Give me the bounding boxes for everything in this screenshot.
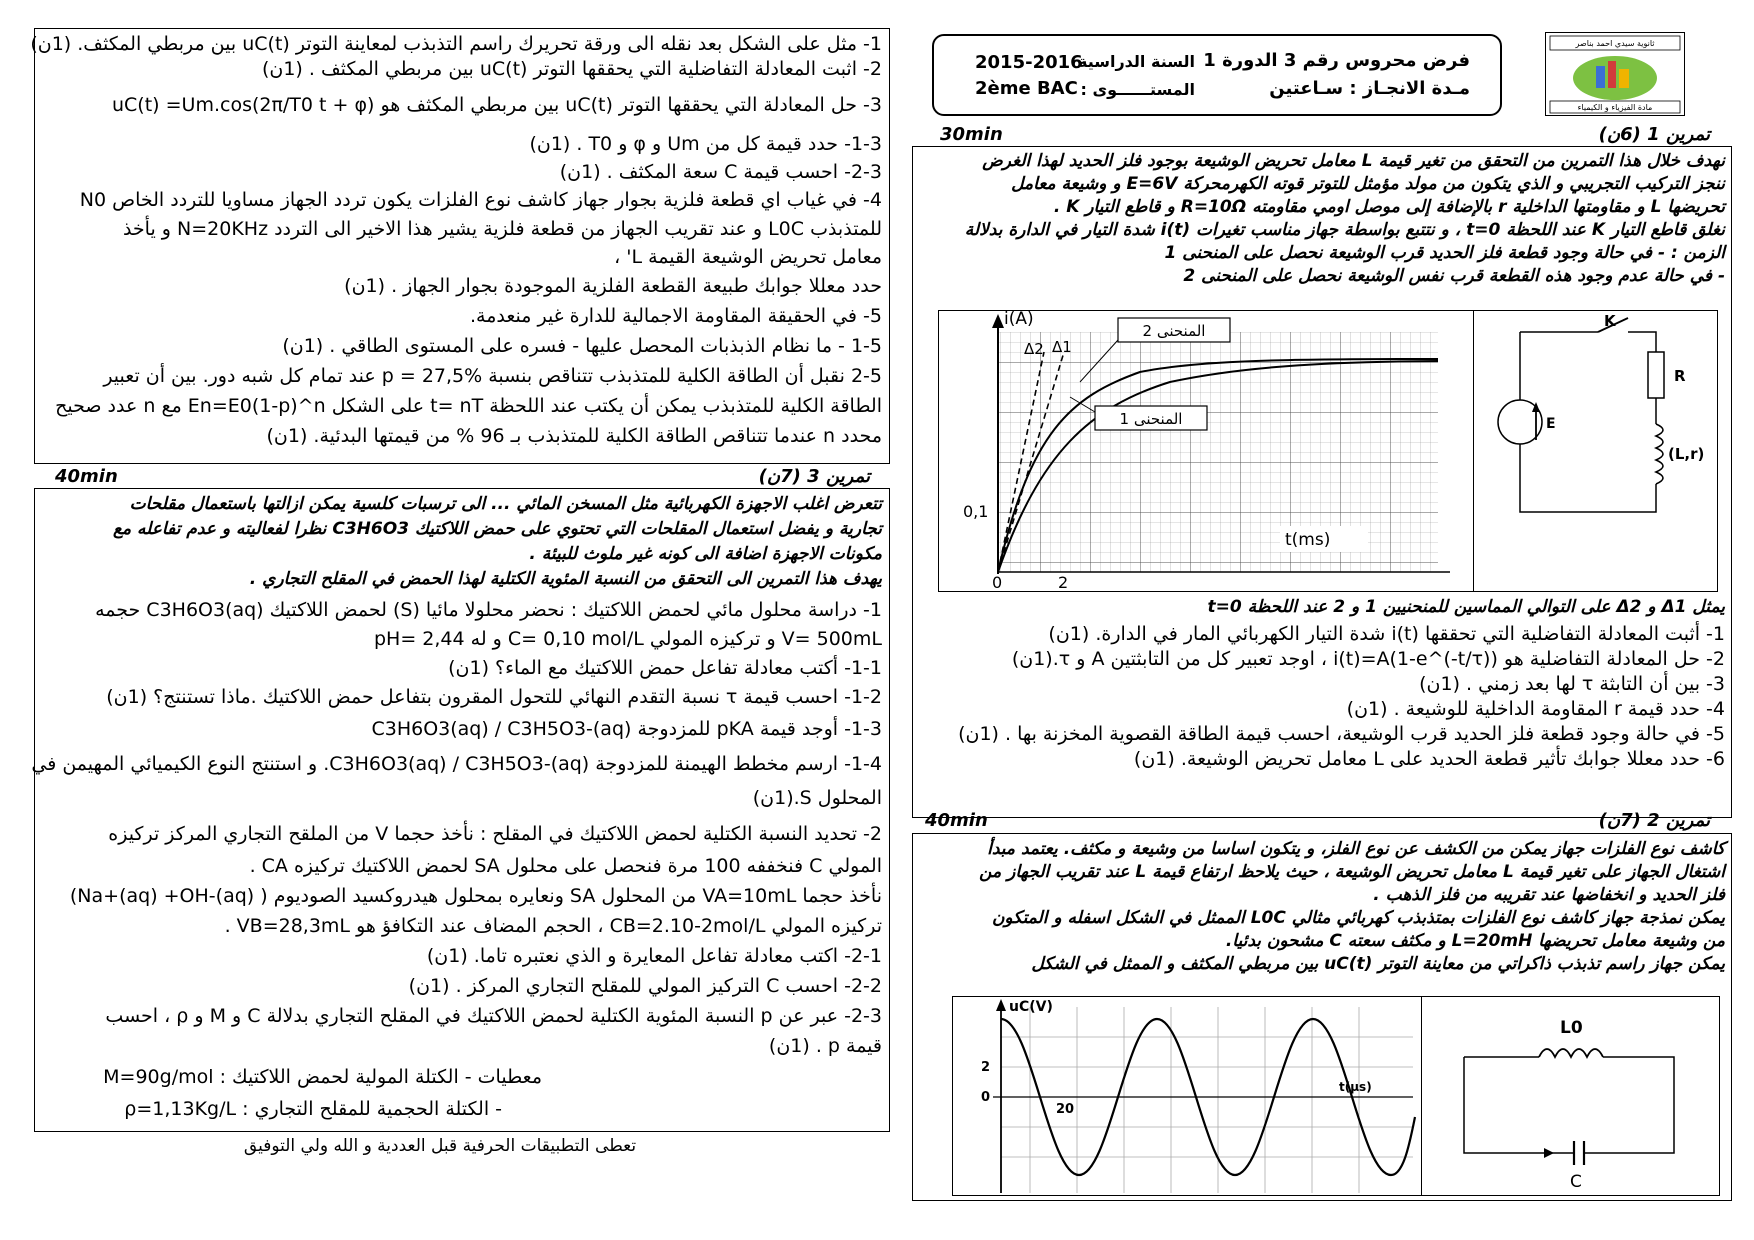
ex3-line: المولي C فنخففه 100 مرة فنحصل على محلول SA لحمض اللاكتيك تركيزه CA . (249, 855, 882, 877)
ex3-intro-line: تجارية و يفضل استعمال المقلحات التي تحتوي على حمض اللاكتيك C3H6O3 نظرا لفعاليته و عدم تفاعله مع (112, 519, 882, 539)
ex3-line: نأخذ حجما VA=10mL من المحلول SA ونعايره بمحلول هيدروكسيد الصوديوم ( Na+(aq) +OH-(aq)) (69, 885, 882, 907)
ex3-intro (42, 492, 882, 592)
x-axis-label: t(μs) (1339, 1080, 1372, 1094)
header-box (932, 34, 1502, 116)
origin-label: 0 (981, 1090, 991, 1105)
ex1-intro-line: ننجز التركيب التجريبي و الذي يتكون من مولد مؤمثل للتوتر قوته الكهرمحركة E=6V و وشيعة معامل (1011, 174, 1725, 194)
question: 6- حدد معللا جوابك تأثير قطعة الحديد على L معامل تحريض الوشيعة. (1ن) (1133, 748, 1725, 770)
ex3-lines (31, 596, 882, 1125)
svg-text:مادة الفيزياء و الكيمياء: مادة الفيزياء و الكيمياء (1577, 103, 1653, 112)
ex1-intro-line: تحريضها L و مقاومتها الداخلية r بالإضافة إلى موصل اومي مقاومته R=10Ω و قاطع التيار K . (1053, 197, 1725, 217)
level: 2ème BAC (975, 78, 1078, 99)
switch-label: K (1604, 312, 1616, 330)
school-year: 2015-2016 (975, 52, 1083, 73)
ex3-time: 40min (55, 466, 118, 487)
ex1-intro-line: نغلق قاطع التيار K عند اللحظة t=0 ، و نتتبع بواسطة جهاز مناسب تغيرات i(t) شدة التيار في الدارة بدلالة (964, 220, 1725, 240)
question: 3- بين أن التابثة τ لها بعد زمني . (1ن) (1419, 673, 1725, 695)
ex3-line: 1-4- ارسم مخطط الهيمنة للمزدوجة C3H6O3(aq) / C3H5O3-(aq). و استنتج النوع الكيميائي المهيمن في (31, 753, 882, 775)
svg-text:ثانوية سيدي احمد بناصر: ثانوية سيدي احمد بناصر (1575, 39, 1655, 48)
ex2-intro-line: من وشيعة معامل تحريضها L=20mH و مكثف سعته C مشحون بدئيا. (1225, 931, 1725, 951)
question: للمتذبذب L0C و عند تقريب الجهاز من قطعة فلزية يشير هذا الاخير الى التردد N=20KHz و يأخذ (122, 218, 882, 240)
ex3-intro-line: يهدف هذا التمرين الى التحقق من النسبة المئوية الكتلية لهذا الحمض في المقلح التجاري . (249, 569, 882, 589)
footer-note: تعطى التطبيقات الحرفية قبل العددية و الله ولي التوفيق (243, 1136, 637, 1156)
y-axis-label: uC(V) (1009, 999, 1053, 1015)
ex1-intro-line: الزمن : - في حالة وجود قطعة فلز الحديد قرب الوشيعة نحصل على المنحنى 1 (1164, 243, 1725, 263)
origin-label: 0 (992, 573, 1003, 592)
ex1-intro (925, 150, 1725, 288)
question: 1- أثبت المعادلة التفاضلية التي تحققها i(t) شدة التيار الكهربائي المار في الدارة. (1ن) (1048, 623, 1725, 645)
ex3-line: 1- دراسة محلول مائي لحمض اللاكتيك : نحضر محلولا مائيا (S) لحمض اللاكتيك C3H6O3(aq) حجمه (95, 599, 882, 621)
level-label: المستــــــوى : (1080, 80, 1195, 99)
resistor-label: R (1674, 367, 1686, 385)
tangent-1-label: Δ1 (1052, 338, 1072, 356)
ex1-questions (920, 622, 1725, 772)
ex3-line: 2-3- عبر عن p النسبة المئوية الكتلية لحمض اللاكتيك في المقلح التجاري بدلالة C و M و ρ ، احسب (105, 1005, 882, 1027)
year-label: السنة الدراسية (1078, 52, 1195, 71)
coil-label: (L,r) (1668, 445, 1705, 463)
ex2-time: 40min (925, 810, 988, 831)
uc-graph (953, 997, 1419, 1195)
question: محدد n عندما تتناقص الطاقة الكلية للمتذبذب بـ 96 % من قيمتها البدئية. (1ن) (266, 425, 882, 447)
x-axis-label: t(ms) (1285, 530, 1331, 550)
question: 2- اثبت المعادلة التفاضلية التي يحققها التوتر uC(t) بين مربطي المكثف . (1ن) (261, 58, 882, 80)
tangent-2-label: Δ2 (1024, 340, 1044, 358)
x-tick-label: 2 (1058, 573, 1069, 592)
duration: مـدة الانجـاز : سـاعتين (1269, 78, 1470, 99)
lc-circuit (1424, 997, 1718, 1195)
coil-Lr (1656, 424, 1663, 484)
ex2-divider (1421, 996, 1422, 1196)
ex2-title: تمرين 2 (7ن) (1598, 810, 1710, 831)
question: حدد معللا جوابك طبيعة القطعة الفلزية الموجودة بجوار الجهاز . (1ن) (344, 275, 882, 297)
ex3-line: معطيات - الكتلة المولية لحمض اللاكتيك : M=90g/mol (103, 1066, 542, 1088)
question: 3- حل المعادلة التي يحققها التوتر uC(t) بين مربطي المكثف هو uC(t) =Um.cos(2π/T0 t + φ) (112, 94, 882, 116)
ex3-line: 1-3- أوجد قيمة pKA للمزدوجة C3H6O3(aq) / C3H5O3-(aq) (371, 718, 882, 740)
ex1-intro-line: نهدف خلال هذا التمرين من التحقق من تغير قيمة L معامل تحريض الوشيعة بوجود فلز الحديد لهذا الغرض (982, 151, 1725, 171)
question: 1-3- حدد قيمة كل من Um و φ و T0 . (1ن) (529, 133, 882, 155)
question: معامل تحريض الوشيعة القيمة L' ، (614, 246, 882, 268)
capacitor-label: C (1570, 1172, 1582, 1192)
ex1-tangent-note: يمثل Δ1 و Δ2 على التوالي المماسين للمنحنيين 1 و 2 عند اللحظة t=0 (1207, 597, 1725, 617)
ex3-line: المحلول S.(1ن) (752, 787, 882, 809)
ex3-line: - الكتلة الحجمية للمقلح التجاري : ρ=1,13Kg/L (124, 1098, 502, 1120)
question: 2-3- احسب قيمة C سعة المكثف . (1ن) (559, 161, 882, 183)
y-tick-label: 2 (981, 1060, 991, 1075)
ex3-title: تمرين 3 (7ن) (758, 466, 870, 487)
curve-1-label: المنحنى 1 (1119, 410, 1183, 428)
ex2-intro (925, 838, 1725, 976)
x-tick-label: 20 (1056, 1102, 1075, 1117)
question: 1-5 - ما نظام الذبذبات المحصل عليها - فسره على المستوى الطاقي . (1ن) (282, 335, 882, 357)
ex3-line: 1-2- احسب قيمة τ نسبة التقدم النهائي للتحول المقرون بتفاعل حمض اللاكتيك .ماذا تستنتج؟ (1ن) (106, 686, 882, 708)
y-tick-label: 0,1 (963, 502, 989, 521)
question: 4- في غياب اي قطعة فلزية بجوار جهاز كاشف نوع الفلزات يكون تردد الجهاز مساويا للتردد الخاص N0 (79, 189, 882, 211)
exam-title: فرض محروس رقم 3 الدورة 1 (1203, 50, 1470, 71)
ex2-intro-line: يمكن نمذجة جهاز كاشف نوع الفلزات بمتذبذب كهربائي مثالي L0C الممثل في الشكل اسفله و المتكون (991, 908, 1725, 928)
y-axis-label: i(A) (1004, 309, 1034, 329)
ex1-intro-line: - في حالة عدم وجود هذه القطعة قرب نفس الوشيعة نحصل على المنحنى 2 (1183, 266, 1725, 286)
ex1-title: تمرين 1 (6ن) (1598, 124, 1710, 145)
ex3-line: قيمة p . (1ن) (768, 1035, 882, 1057)
question: 5- في الحقيقة المقاومة الاجمالية للدارة غير منعدمة. (469, 305, 882, 327)
ex2-intro-line: اشتغال الجهاز على تغير قيمة L معامل تحريض الوشيعة ، حيث يلاحظ ارتفاع قيمة L عند تقريب الجهاز من (979, 862, 1725, 882)
y-axis-arrow (992, 314, 1004, 328)
coil-label: L0 (1560, 1018, 1583, 1038)
ex3-line: 1-1- أكتب معادلة تفاعل حمض اللاكتيك مع الماء؟ (1ن) (448, 657, 882, 679)
ex2-intro-line: كاشف نوع الفلزات جهاز يمكن من الكشف عن نوع الفلز، و يتكون اساسا من وشيعة و مكثف. يعتمد مبدأ (987, 839, 1725, 859)
ex3-line: 2-2- احسب C التركيز المولي للمقلح التجاري المركز . (1ن) (408, 975, 882, 997)
ex3-line: V= 500mL و تركيزه المولي C= 0,10 mol/L و له pH= 2,44 (373, 628, 882, 650)
ex1-time: 30min (940, 124, 1003, 145)
question: الطاقة الكلية للمتذبذب يمكن أن يكتب عند اللحظة t= nT على الشكل En=E0(1-p)^n مع n عدد صحيح (55, 395, 882, 417)
ex3-line: 2-1- اكتب معادلة تفاعل المعايرة و الذي نعتبره تاما. (1ن) (426, 945, 882, 967)
ex3-line: تركيزه المولي CB=2.10-2mol/L ، الحجم المضاف عند التكافؤ هو VB=28,3mL . (224, 915, 882, 937)
question: 1- مثل على الشكل بعد نقله الى ورقة تحريرك راسم التذبذب لمعاينة التوتر uC(t) بين مربطي المكثف. (1ن) (30, 33, 882, 55)
ex3-intro-line: تتعرض اغلب الاجهزة الكهربائية مثل المسخن المائي ... الى ترسبات كلسية يمكن ازالتها باستعمال مقلحات (129, 494, 882, 514)
rl-circuit (1478, 312, 1716, 590)
ex2-questions (30, 32, 882, 451)
ex3-intro-line: مكونات الاجهزة اضافة الى كونه غير ملوث للبيئة . (529, 544, 882, 564)
question: 2-5 نقبل أن الطاقة الكلية للمتذبذب تتناقص بنسبة p = 27,5% عند تمام كل شبه دور. بين أن تعبير (103, 365, 882, 387)
curve-2-label: المنحنى 2 (1142, 322, 1206, 340)
question: 5- في حالة وجود قطعة فلز الحديد قرب الوشيعة، احسب قيمة الطاقة القصوية المخزنة بها . (1ن) (958, 723, 1725, 745)
ex1-circuit-divider (1473, 310, 1474, 592)
ex2-intro-line: فلز الحديد و انخفاضها عند تقريبه من فلز الذهب . (1373, 885, 1725, 905)
resistor-R (1648, 352, 1664, 398)
generator-label: E (1546, 416, 1556, 432)
coil-L0 (1539, 1049, 1603, 1057)
ex2-intro-line: يمكن جهاز راسم تذبذب ذاكراتي من معاينة التوتر uC(t) بين مربطي المكثف و الممثل في الشكل (1031, 954, 1725, 974)
question: 2- حل المعادلة التفاضلية هو i(t)=A(1-e^(-t/τ)) ، اوجد تعبير كل من التابثتين A و τ.(1ن) (1011, 648, 1725, 670)
ex1-current-graph (940, 309, 1470, 592)
question: 4- حدد قيمة r المقاومة الداخلية للوشيعة . (1ن) (1346, 698, 1725, 720)
school-logo (1545, 32, 1685, 116)
ex3-line: 2- تحديد النسبة الكتلية لحمض اللاكتيك في المقلح : نأخذ حجما V من الملقح التجاري المركز تركيزه (108, 823, 882, 845)
